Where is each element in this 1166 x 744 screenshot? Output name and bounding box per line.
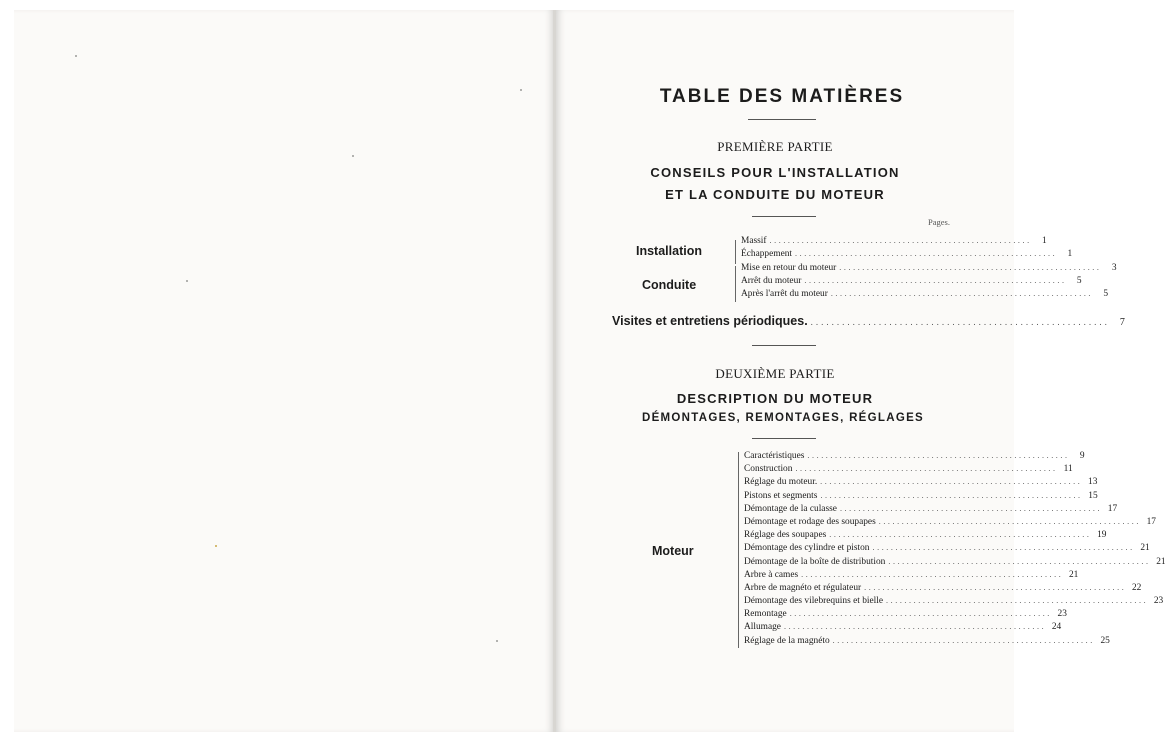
entry-label: Réglage de la magnéto xyxy=(744,635,830,646)
dot-leader: ......................................................... xyxy=(832,635,1095,645)
toc-entry[interactable] xyxy=(744,556,1166,570)
paper-speck xyxy=(215,545,217,547)
group-installation: Installation xyxy=(636,244,702,258)
entry-page: 21 xyxy=(1140,543,1150,554)
toc-entry[interactable] xyxy=(744,451,1085,464)
toc-entry[interactable] xyxy=(744,503,1118,517)
toc-entry[interactable] xyxy=(744,609,1067,622)
moteur-entries xyxy=(744,451,1166,649)
entry-page: 22 xyxy=(1131,582,1142,593)
dot-leader: ......................................................... xyxy=(789,609,1052,619)
toc-title: TABLE DES MATIÈRES xyxy=(659,86,905,107)
entry-label: Visites et entretiens périodiques. xyxy=(612,314,808,328)
dot-leader: ......................................................... xyxy=(830,289,1094,298)
dot-leader: ......................................................... xyxy=(795,464,1058,474)
entry-page: 21 xyxy=(1156,556,1166,567)
group-moteur: Moteur xyxy=(652,544,694,558)
dot-leader: ......................................................... xyxy=(820,477,1083,487)
toc-entry[interactable] xyxy=(744,582,1142,596)
entry-label: Massif xyxy=(741,236,767,246)
moteur-brace xyxy=(738,452,739,648)
paper-speck xyxy=(352,155,354,157)
part1-heading-line1: CONSEILS POUR L'INSTALLATION xyxy=(650,165,900,180)
entry-page: 5 xyxy=(1103,289,1109,299)
group-conduite: Conduite xyxy=(642,278,697,292)
toc-entry[interactable] xyxy=(744,490,1098,504)
toc-entry[interactable] xyxy=(741,276,1082,289)
entry-page: 1 xyxy=(1042,236,1047,246)
dot-leader: ......................................................... xyxy=(839,263,1102,272)
entry-label: Après l'arrêt du moteur xyxy=(741,289,828,299)
toc-entry[interactable] xyxy=(741,236,1047,249)
entry-page: 13 xyxy=(1088,477,1098,488)
entry-label: Démontage de la culasse xyxy=(744,503,837,514)
entry-page: 1 xyxy=(1067,249,1073,259)
entry-label: Arrêt du moteur xyxy=(741,276,802,286)
installation-entries xyxy=(741,236,1073,262)
dot-leader: ......................................................... xyxy=(807,451,1070,460)
entry-label: Démontage de la boîte de distribution xyxy=(744,556,886,567)
dot-leader: ......................................................... xyxy=(820,490,1083,500)
entry-label: Allumage xyxy=(744,622,781,633)
entry-label: Pistons et segments xyxy=(744,490,818,501)
entry-label: Réglage des soupapes xyxy=(744,530,827,541)
conduite-entries xyxy=(741,263,1117,302)
entry-label: Échappement xyxy=(741,249,793,259)
paper-speck xyxy=(520,89,522,91)
title-rule xyxy=(748,119,816,120)
dot-leader: ......................................................... xyxy=(829,530,1092,540)
book-gutter xyxy=(553,10,556,732)
entry-page: 15 xyxy=(1088,490,1098,501)
entry-label: Arbre à cames xyxy=(744,569,799,580)
part2-heading-line2: DÉMONTAGES, REMONTAGES, RÉGLAGES xyxy=(641,412,925,424)
pages-column-header: Pages. xyxy=(928,217,950,227)
dot-leader: ......................................................... xyxy=(886,596,1149,606)
entry-label: Réglage du moteur. xyxy=(744,477,818,488)
toc-entry[interactable] xyxy=(744,516,1156,530)
entry-page: 25 xyxy=(1100,635,1110,646)
dot-leader: ......................................................... xyxy=(795,249,1058,258)
entry-label: Arbre de magnéto et régulateur xyxy=(744,582,862,593)
entry-page: 11 xyxy=(1063,464,1073,475)
entry-page: 21 xyxy=(1068,569,1079,580)
toc-entry[interactable] xyxy=(741,249,1073,262)
toc-entry-visites[interactable] xyxy=(612,314,1125,328)
entry-label: Mise en retour du moteur xyxy=(741,263,837,273)
dot-leader: ......................................................... xyxy=(878,516,1141,526)
part2-heading-line1: DESCRIPTION DU MOTEUR xyxy=(676,391,874,406)
entry-page: 17 xyxy=(1107,503,1118,514)
toc-entry[interactable] xyxy=(744,635,1110,649)
entry-page: 7 xyxy=(1119,317,1125,328)
entry-page: 23 xyxy=(1153,596,1164,607)
entry-label: Construction xyxy=(744,464,793,475)
left-page xyxy=(14,10,554,732)
part1-rule xyxy=(752,216,816,217)
entry-page: 3 xyxy=(1111,263,1117,273)
entry-label: Démontage des vilebrequins et bielle xyxy=(744,596,884,607)
dot-leader: ......................................................... xyxy=(872,543,1135,553)
part2-rule xyxy=(752,438,816,439)
toc-entry[interactable] xyxy=(744,477,1098,490)
installation-brace xyxy=(735,240,736,264)
part2-label: DEUXIÈME PARTIE xyxy=(715,366,835,381)
toc-entry[interactable] xyxy=(744,596,1164,609)
entry-page: 5 xyxy=(1076,276,1082,286)
dot-leader: ......................................................... xyxy=(769,236,1032,245)
part1-label: PREMIÈRE PARTIE xyxy=(717,139,833,154)
dot-leader: ......................................................... xyxy=(801,569,1064,579)
entry-label: Remontage xyxy=(744,609,787,620)
dot-leader: ......................................................... xyxy=(888,556,1151,566)
entry-page: 23 xyxy=(1057,609,1067,620)
paper-speck xyxy=(496,640,498,642)
conduite-brace xyxy=(735,266,736,302)
entry-label: Démontage et rodage des soupapes xyxy=(744,516,876,527)
toc-entry[interactable] xyxy=(744,622,1062,635)
part1-heading-line2: ET LA CONDUITE DU MOTEUR xyxy=(665,187,885,202)
toc-entry[interactable] xyxy=(741,289,1109,302)
dot-leader: ......................................................... xyxy=(864,582,1127,592)
dot-leader: ......................................................... xyxy=(810,317,1110,327)
part1-end-rule xyxy=(752,345,816,346)
entry-label: Caractéristiques xyxy=(744,451,805,461)
entry-page: 17 xyxy=(1146,516,1156,527)
entry-page: 19 xyxy=(1097,530,1107,541)
dot-leader: ......................................................... xyxy=(839,503,1103,513)
dot-leader: ......................................................... xyxy=(804,276,1067,285)
toc-entry[interactable] xyxy=(744,543,1150,556)
toc-entry[interactable] xyxy=(741,263,1117,276)
paper-speck xyxy=(75,55,77,57)
dot-leader: ......................................................... xyxy=(783,622,1047,632)
toc-entry[interactable] xyxy=(744,464,1073,477)
toc-entry[interactable] xyxy=(744,530,1107,543)
entry-page: 24 xyxy=(1051,622,1062,633)
entry-label: Démontage des cylindre et piston xyxy=(744,543,870,554)
toc-entry[interactable] xyxy=(744,569,1079,583)
paper-speck xyxy=(186,280,188,282)
entry-page: 9 xyxy=(1079,451,1085,461)
